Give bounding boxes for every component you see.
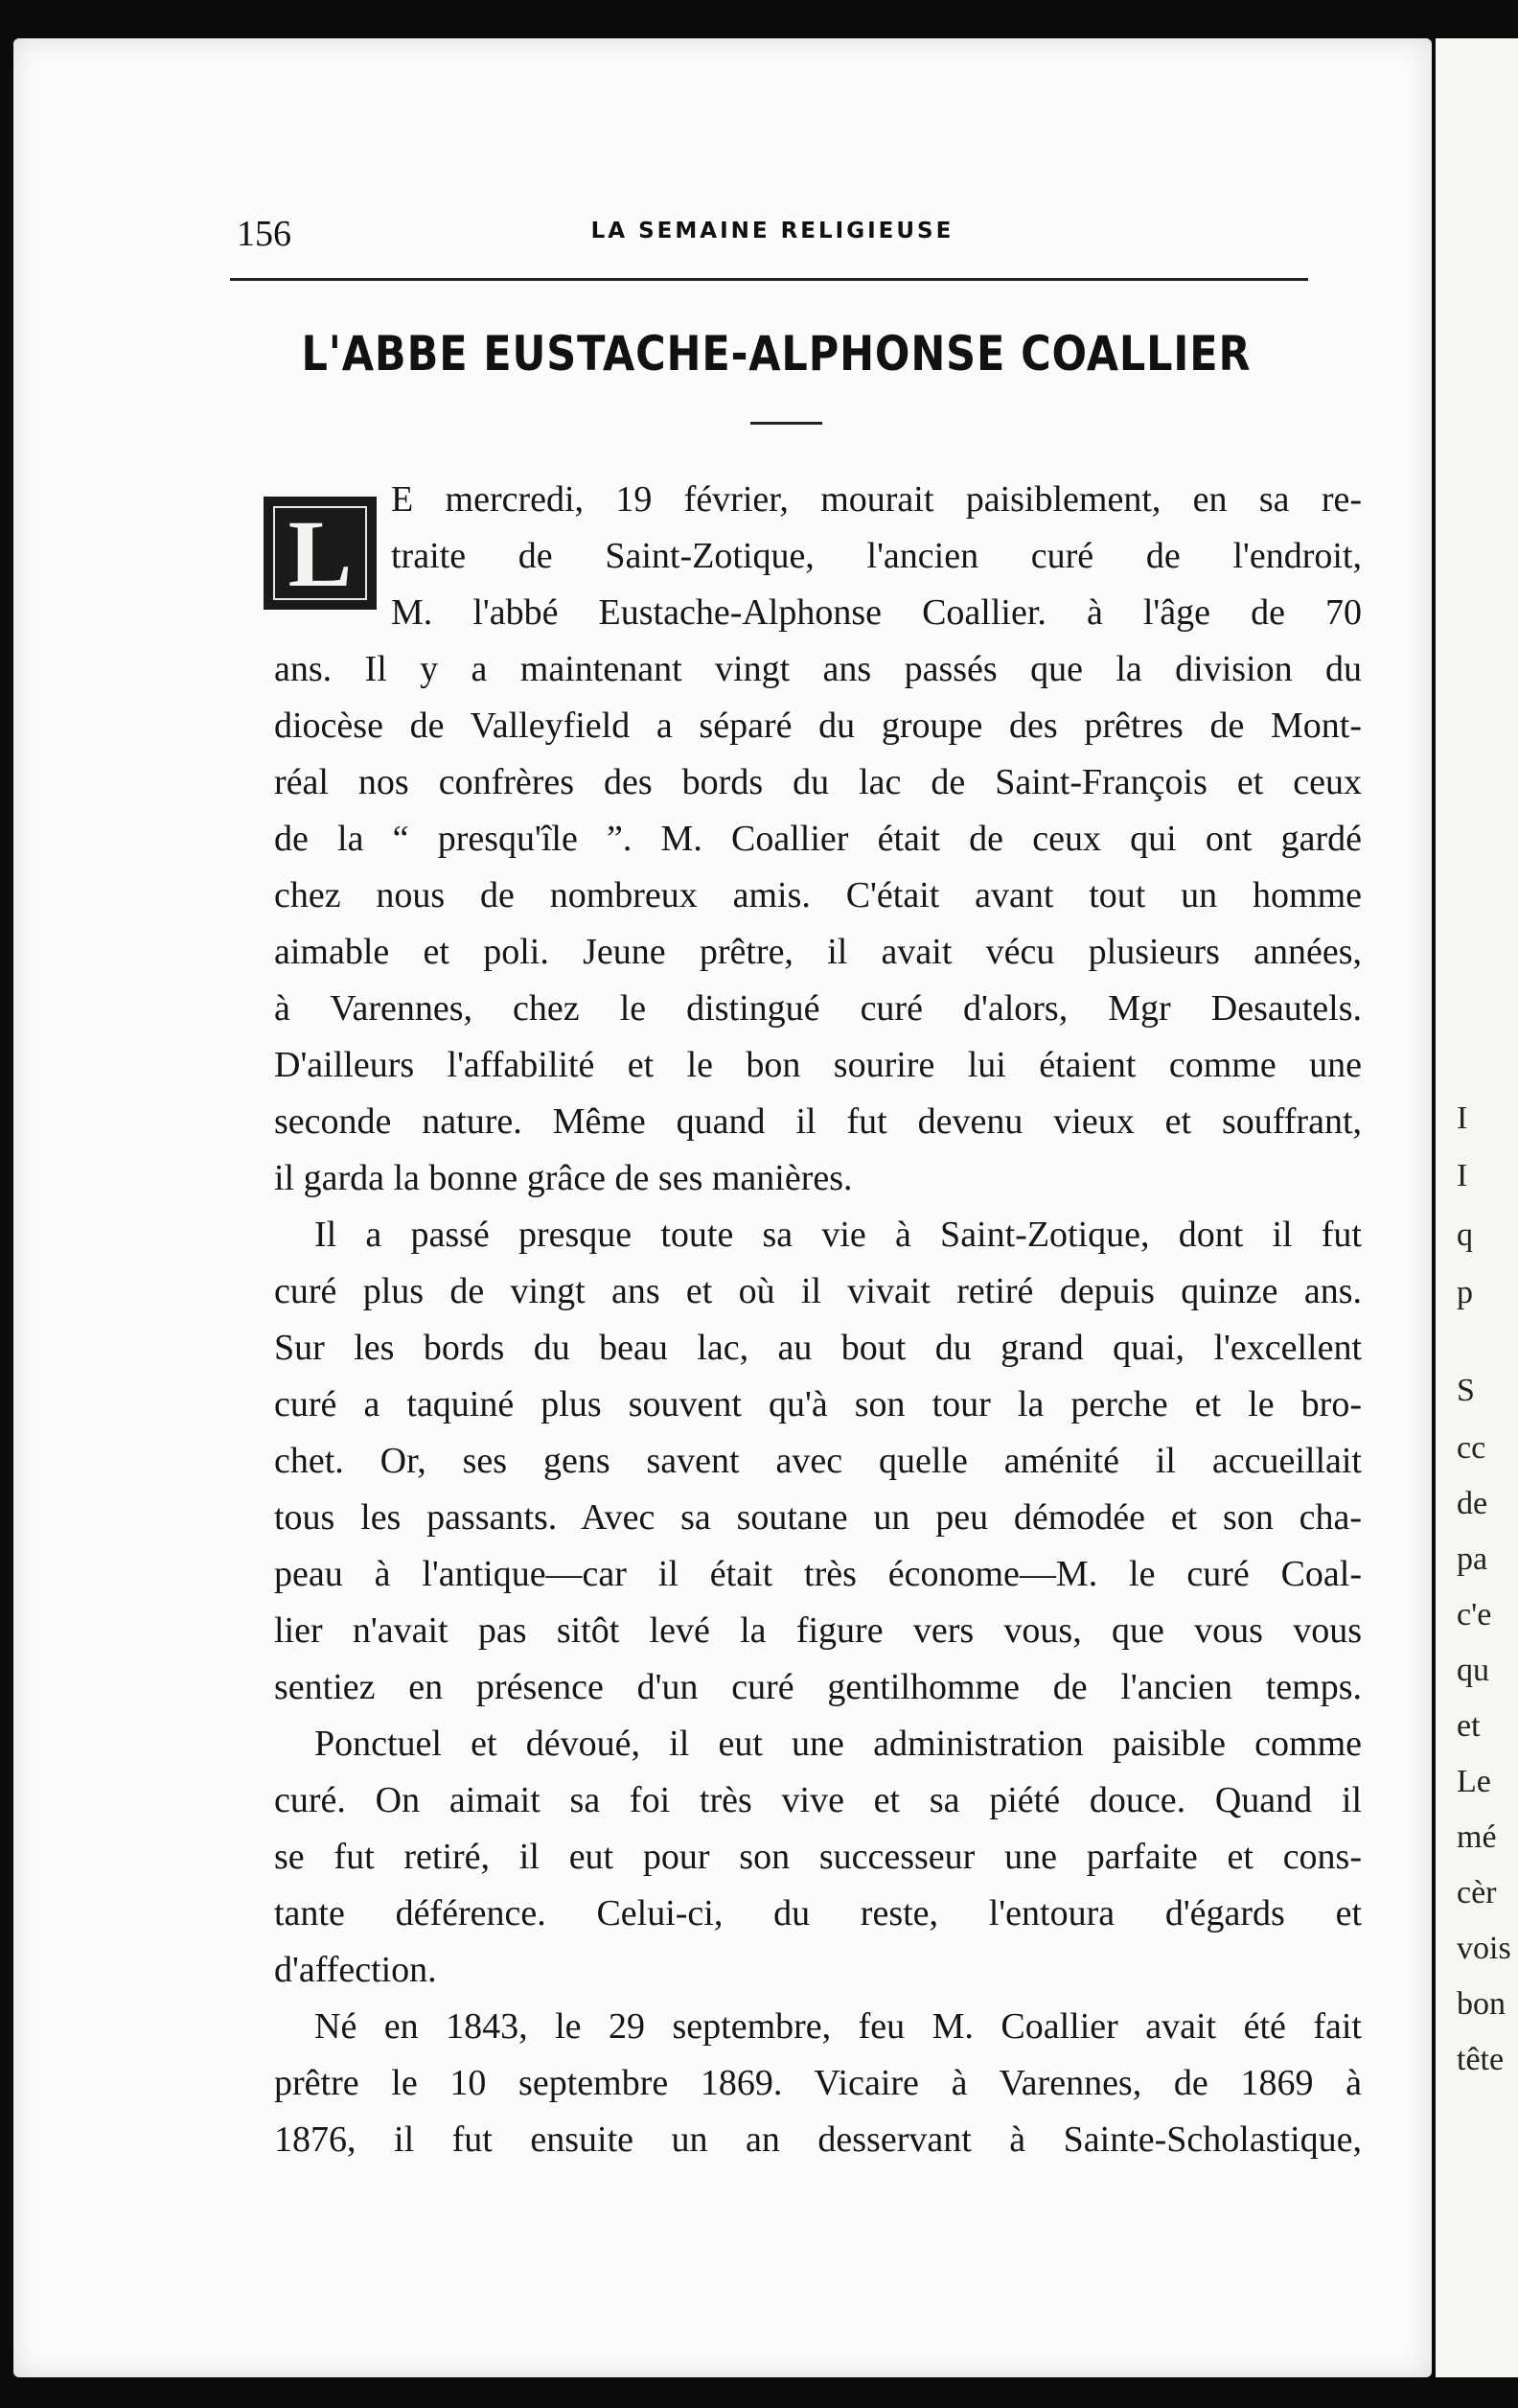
- title-divider: [750, 422, 822, 425]
- text-line: de la “ presqu'île ”. M. Coallier était de ceux qui ont gardé: [274, 819, 1362, 859]
- next-page-fragment: Le: [1457, 1764, 1491, 1799]
- text-line: M. l'abbé Eustache-Alphonse Coallier. à l'âge de 70: [391, 592, 1362, 633]
- text-line: il garda la bonne grâce de ses manières.: [274, 1158, 853, 1198]
- text-line: diocèse de Valleyfield a séparé du groupe des prêtres de Mont-: [274, 706, 1362, 746]
- text-line: Né en 1843, le 29 septembre, feu M. Coallier avait été fait: [314, 2006, 1362, 2047]
- next-page-edge: [1436, 38, 1518, 2377]
- text-line: seconde nature. Même quand il fut devenu vieux et souffrant,: [274, 1101, 1362, 1142]
- text-line: ans. Il y a maintenant vingt ans passés que la division du: [274, 649, 1362, 689]
- text-line: curé. On aimait sa foi très vive et sa piété douce. Quand il: [274, 1780, 1362, 1820]
- text-line: tous les passants. Avec sa soutane un peu démodée et son cha-: [274, 1497, 1362, 1538]
- text-line: curé plus de vingt ans et où il vivait retiré depuis quinze ans.: [274, 1271, 1362, 1311]
- next-page-fragment: p: [1457, 1275, 1473, 1310]
- text-line: chet. Or, ses gens savent avec quelle aménité il accueillait: [274, 1441, 1362, 1481]
- text-line: curé a taquiné plus souvent qu'à son tour la perche et le bro-: [274, 1384, 1362, 1424]
- page-header: [237, 213, 1308, 255]
- text-line: 1876, il fut ensuite un an desservant à Sainte-Scholastique,: [274, 2119, 1362, 2160]
- next-page-fragment: I: [1457, 1100, 1468, 1136]
- text-line: Sur les bords du beau lac, au bout du grand quai, l'excellent: [274, 1328, 1362, 1368]
- text-line: Il a passé presque toute sa vie à Saint-Zotique, dont il fut: [314, 1215, 1362, 1255]
- next-page-fragment: I: [1457, 1158, 1468, 1193]
- next-page-fragment: vois: [1457, 1931, 1511, 1966]
- text-line: d'affection.: [274, 1950, 437, 1990]
- text-line: E mercredi, 19 février, mourait paisiblement, en sa re-: [391, 479, 1362, 520]
- next-page-fragment: tête: [1457, 2042, 1505, 2077]
- text-line: à Varennes, chez le distingué curé d'alors, Mgr Desautels.: [274, 988, 1362, 1029]
- text-line: lier n'avait pas sitôt levé la figure vers vous, que vous vous: [274, 1610, 1362, 1651]
- text-line: se fut retiré, il eut pour son successeur une parfaite et cons-: [274, 1837, 1362, 1877]
- article-body: [274, 472, 1362, 2168]
- next-page-fragment: mé: [1457, 1819, 1497, 1855]
- next-page-fragment: qu: [1457, 1653, 1489, 1688]
- text-line: D'ailleurs l'affabilité et le bon sourire lui étaient comme une: [274, 1045, 1362, 1085]
- text-line: traite de Saint-Zotique, l'ancien curé de l'endroit,: [391, 536, 1362, 576]
- next-page-fragment: q: [1457, 1217, 1473, 1253]
- text-line: sentiez en présence d'un curé gentilhomme de l'ancien temps.: [274, 1667, 1362, 1707]
- next-page-fragment: bon: [1457, 1986, 1506, 2022]
- text-line: peau à l'antique—car il était très économe—M. le curé Coal-: [274, 1554, 1362, 1594]
- next-page-fragment: cc: [1457, 1430, 1486, 1466]
- page-number: 156: [237, 214, 291, 254]
- next-page-fragment: cèr: [1457, 1875, 1497, 1910]
- text-line: Ponctuel et dévoué, il eut une administration paisible comme: [314, 1724, 1362, 1764]
- text-line: prêtre le 10 septembre 1869. Vicaire à Varennes, de 1869 à: [274, 2063, 1362, 2103]
- next-page-fragment: S: [1457, 1373, 1475, 1408]
- text-line: aimable et poli. Jeune prêtre, il avait vécu plusieurs années,: [274, 932, 1362, 972]
- next-page-fragment: et: [1457, 1708, 1481, 1744]
- running-title: LA SEMAINE RELIGIEUSE: [590, 219, 954, 243]
- next-page-fragment: c'e: [1457, 1597, 1492, 1632]
- text-line: tante déférence. Celui-ci, du reste, l'entoura d'égards et: [274, 1893, 1362, 1933]
- text-line: chez nous de nombreux amis. C'était avant tout un homme: [274, 875, 1362, 915]
- next-page-fragment: pa: [1457, 1541, 1488, 1577]
- header-rule: [230, 278, 1308, 281]
- next-page-fragment: de: [1457, 1486, 1488, 1521]
- text-line: réal nos confrères des bords du lac de Saint-François et ceux: [274, 762, 1362, 802]
- drop-cap-letter: L: [288, 499, 353, 607]
- article-title: L'ABBE EUSTACHE-ALPHONSE COALLIER: [301, 326, 1252, 382]
